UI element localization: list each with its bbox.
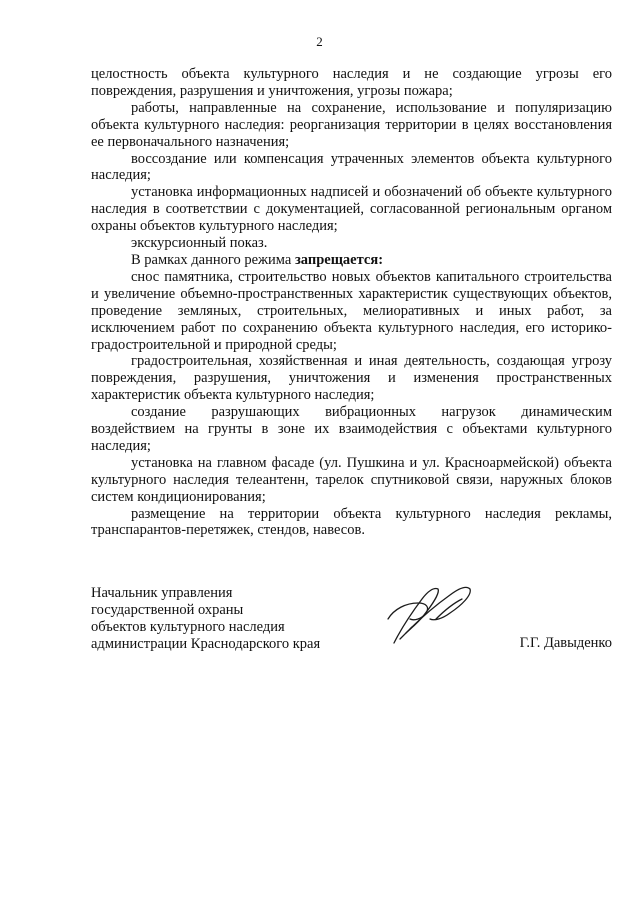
signer-name: Г.Г. Давыденко [519,635,612,651]
paragraph-vibration-loads: создание разрушающих вибрационных нагрузок динамическим воздействием на грунты в зоне их взаимодействия с объектами культурного наследия; [91,404,612,454]
signature-block [91,585,612,665]
signer-title-line: государственной охраны [91,601,244,618]
signer-title-line: объектов культурного наследия [91,618,285,635]
paragraph-preservation-works: работы, направленные на сохранение, использование и популяризацию объекта культурного наследия: реорганизация территории в целях восстановления ее первоначального назначения; [91,99,612,150]
signer-title-line: администрации Краснодарского края [91,635,321,652]
paragraph-demolition: снос памятника, строительство новых объектов капитального строительства и увеличение объемно-пространственных характеристик существующих объектов, проведение земляных, строительных, мелиоративных и иных работ, за исключением работ по сохранению объекта культурного наследия, его историко-градостроительной и природной среды; [91,268,612,353]
document-body [91,66,612,539]
paragraph-continuation: целостность объекта культурного наследия и не создающие угрозы его повреждения, разрушения и уничтожения, угрозы пожара; [91,66,612,99]
prohibited-intro-text: В рамках данного режима [131,251,295,268]
paragraph-prohibited-heading [91,252,612,269]
paragraph-facade-equipment: установка на главном фасаде (ул. Пушкина и ул. Красноармейской) объекта культурного наследия телеантенн, тарелок спутниковой связи, наружных блоков систем кондиционирования; [91,454,612,505]
paragraph-reconstruction: воссоздание или компенсация утраченных элементов объекта культурного наследия; [91,150,612,184]
paragraph-urban-activity: градостроительная, хозяйственная и иная деятельность, создающая угрозу повреждения, разрушения, уничтожения и изменения пространственных характеристик объекта культурного наследия; [91,353,612,404]
paragraph-information-signs: установка информационных надписей и обозначений об объекте культурного наследия в соответствии с документацией, согласованной региональным органом охраны объектов культурного наследия; [91,184,612,235]
page-number: 2 [316,34,323,49]
signer-title [91,585,320,653]
handwritten-signature [380,579,480,651]
paragraph-advertising: размещение на территории объекта культурного наследия рекламы, транспарантов-перетяжек, стендов, навесов. [91,505,612,539]
prohibited-keyword: запрещается: [294,251,384,268]
signer-title-line: Начальник управления [91,585,233,601]
paragraph-excursion: экскурсионный показ. [131,235,268,252]
